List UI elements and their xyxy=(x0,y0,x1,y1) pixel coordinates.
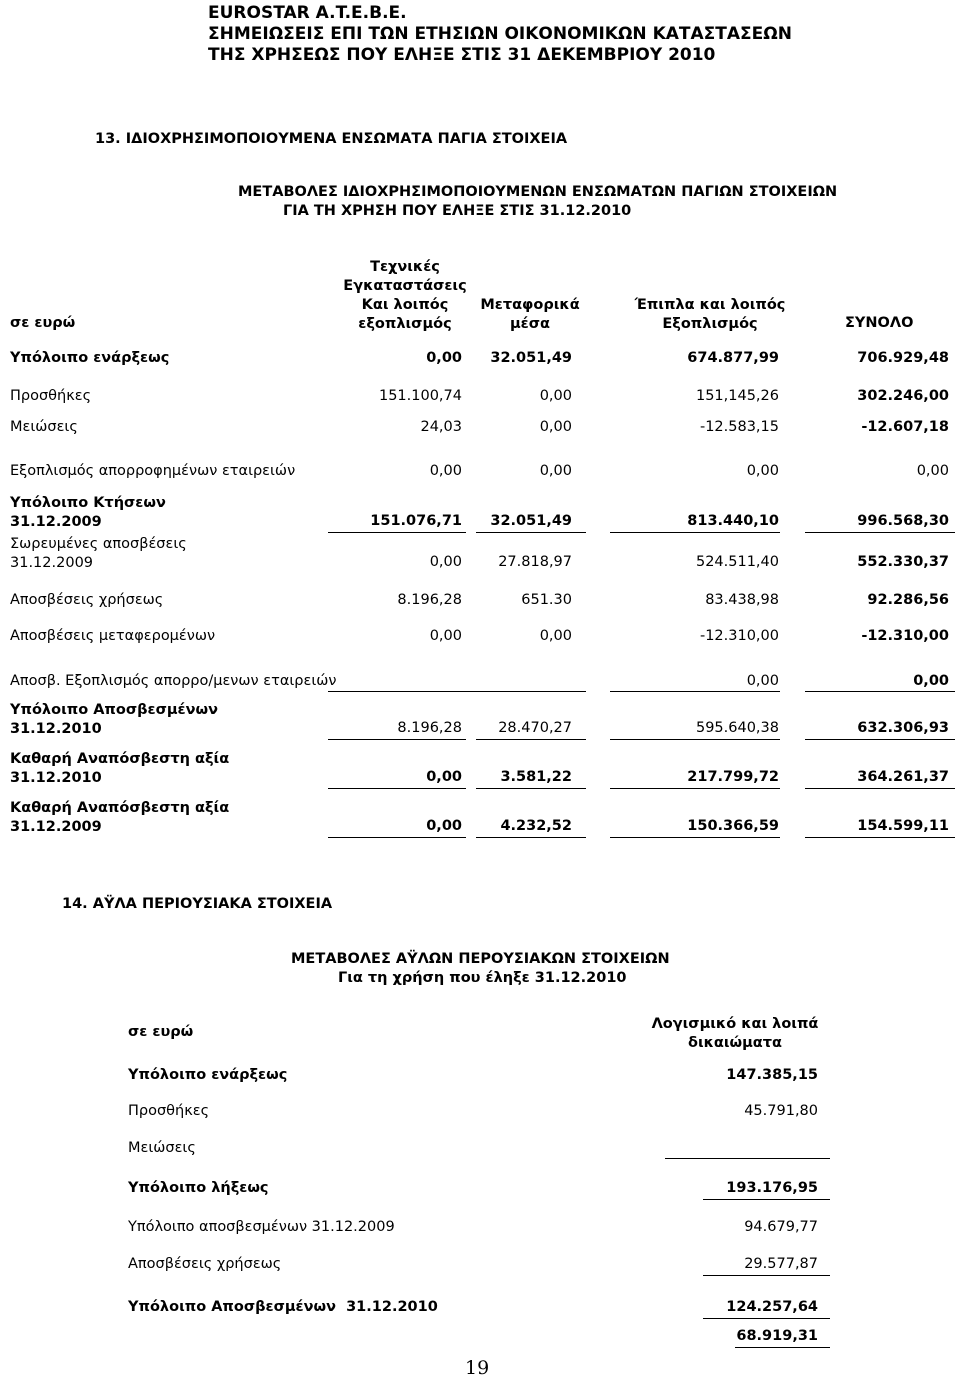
row-label: Προσθήκες xyxy=(10,388,92,404)
row-label: Υπόλοιπο Αποσβεσμένων 31.12.2010 xyxy=(128,1299,438,1315)
row-label: Υπόλοιπο Κτήσεων 31.12.2009 xyxy=(10,495,166,530)
row-label: Αποσβέσεις μεταφερομένων xyxy=(10,628,216,644)
cell-total: 706.929,48 xyxy=(857,350,949,366)
cell-technical: 8.196,28 xyxy=(397,720,462,736)
cell-total: -12.607,18 xyxy=(861,419,949,435)
cell-furniture: 150.366,59 xyxy=(687,818,779,834)
cell-furniture: 674.877,99 xyxy=(687,350,779,366)
cell-technical: 0,00 xyxy=(426,769,462,785)
cell-total: 632.306,93 xyxy=(857,720,949,736)
underline xyxy=(328,788,466,789)
underline xyxy=(805,837,955,838)
cell-total: 364.261,37 xyxy=(857,769,949,785)
underline xyxy=(805,532,955,533)
underline xyxy=(476,788,586,789)
cell-vehicles: 0,00 xyxy=(539,419,572,435)
cell-total: 92.286,56 xyxy=(867,592,949,608)
row-label: Υπόλοιπο Αποσβεσμένων 31.12.2010 xyxy=(10,702,218,737)
underline xyxy=(805,739,955,740)
row-label: Αποσβέσεις χρήσεως xyxy=(128,1256,282,1272)
report-title: ΣΗΜΕΙΩΣΕΙΣ ΕΠΙ ΤΩΝ ΕΤΗΣΙΩΝ ΟΙΚΟΝΟΜΙΚΩΝ ΚΑΤΑΣΤΑΣΕΩΝ xyxy=(208,24,792,44)
cell-vehicles: 0,00 xyxy=(539,463,572,479)
underline xyxy=(610,739,780,740)
cell-vehicles: 0,00 xyxy=(539,628,572,644)
row-label: Μειώσεις xyxy=(128,1140,196,1156)
cell-vehicles: 651.30 xyxy=(521,592,572,608)
underline xyxy=(476,739,586,740)
cell-total: 154.599,11 xyxy=(857,818,949,834)
cell-total: 0,00 xyxy=(916,463,949,479)
row-label: Υπόλοιπο αποσβεσμένων 31.12.2009 xyxy=(128,1219,395,1235)
cell-vehicles: 27.818,97 xyxy=(498,554,572,570)
cell-furniture: -12.583,15 xyxy=(699,419,779,435)
cell-technical: 8.196,28 xyxy=(397,592,462,608)
column-header-technical: Τεχνικές Εγκαταστάσεις Και λοιπός εξοπλισμός xyxy=(343,259,467,332)
cell-value: 45.791,80 xyxy=(744,1103,818,1119)
underline xyxy=(610,691,780,692)
cell-value: 29.577,87 xyxy=(744,1256,818,1272)
cell-furniture: 151,145,26 xyxy=(695,388,779,404)
underline xyxy=(328,739,466,740)
cell-furniture: 0,00 xyxy=(746,673,779,689)
underline xyxy=(610,837,780,838)
column-header-furniture: Έπιπλα και λοιπός Εξοπλισμός xyxy=(634,297,786,332)
cell-furniture: 217.799,72 xyxy=(687,769,779,785)
underline xyxy=(703,1275,830,1276)
cell-technical: 151.100,74 xyxy=(378,388,462,404)
row-label: Μειώσεις xyxy=(10,419,78,435)
cell-furniture: 0,00 xyxy=(746,463,779,479)
cell-total: 0,00 xyxy=(913,673,949,689)
underline xyxy=(735,1347,830,1348)
cell-technical: 24,03 xyxy=(420,419,462,435)
underline xyxy=(805,788,955,789)
underline xyxy=(610,788,780,789)
cell-furniture: 83.438,98 xyxy=(705,592,779,608)
column-header-vehicles: Μεταφορικά μέσα xyxy=(480,297,580,332)
cell-vehicles: 32.051,49 xyxy=(490,350,572,366)
column-header-total: ΣΥΝΟΛΟ xyxy=(845,315,914,331)
cell-total: 302.246,00 xyxy=(857,388,949,404)
cell-value: 147.385,15 xyxy=(726,1067,818,1083)
cell-technical: 0,00 xyxy=(429,628,462,644)
row-label: Υπόλοιπο ενάρξεως xyxy=(10,350,170,366)
cell-value: 94.679,77 xyxy=(744,1219,818,1235)
cell-technical: 0,00 xyxy=(426,818,462,834)
section-13-period: ΓΙΑ ΤΗ ΧΡΗΣΗ ΠΟΥ ΕΛΗΞΕ ΣΤΙΣ 31.12.2010 xyxy=(283,203,632,219)
underline xyxy=(703,1318,830,1319)
cell-total: 996.568,30 xyxy=(857,513,949,529)
column-header-software: Λογισμικό και λοιπά δικαιώματα xyxy=(651,1016,819,1051)
row-label: Σωρευμένες αποσβέσεις 31.12.2009 xyxy=(10,536,187,571)
cell-technical: 0,00 xyxy=(429,463,462,479)
underline xyxy=(328,837,466,838)
cell-furniture: 813.440,10 xyxy=(687,513,779,529)
section-14-period: Για τη χρήση που έληξε 31.12.2010 xyxy=(338,970,627,986)
underline xyxy=(328,691,586,692)
section-14-heading: 14. ΑΫΛΑ ΠΕΡΙΟΥΣΙΑΚΑ ΣΤΟΙΧΕΙΑ xyxy=(62,896,333,912)
cell-vehicles: 3.581,22 xyxy=(500,769,572,785)
cell-total: -12.310,00 xyxy=(861,628,949,644)
row-label: Εξοπλισμός απορροφημένων εταιρειών xyxy=(10,463,296,479)
report-period: ΤΗΣ ΧΡΗΣΕΩΣ ΠΟΥ ΕΛΗΞΕ ΣΤΙΣ 31 ΔΕΚΕΜΒΡΙΟΥ 2010 xyxy=(208,45,716,65)
row-label: Καθαρή Αναπόσβεστη αξία 31.12.2010 xyxy=(10,751,230,786)
underline xyxy=(476,532,586,533)
page-number: 19 xyxy=(465,1357,490,1379)
row-label: Προσθήκες xyxy=(128,1103,210,1119)
cell-vehicles: 32.051,49 xyxy=(490,513,572,529)
underline xyxy=(703,1199,830,1200)
cell-value: 124.257,64 xyxy=(726,1299,818,1315)
underline xyxy=(476,837,586,838)
cell-vehicles: 0,00 xyxy=(539,388,572,404)
underline xyxy=(665,1158,830,1159)
cell-value: 68.919,31 xyxy=(736,1328,818,1344)
row-label: Αποσβ. Εξοπλισμός απορρο/μενων εταιρειών xyxy=(10,673,337,689)
cell-furniture: -12.310,00 xyxy=(699,628,779,644)
column-unit: σε ευρώ xyxy=(10,315,76,331)
row-label: Αποσβέσεις χρήσεως xyxy=(10,592,164,608)
cell-vehicles: 4.232,52 xyxy=(500,818,572,834)
underline xyxy=(610,532,780,533)
row-label: Καθαρή Αναπόσβεστη αξία 31.12.2009 xyxy=(10,800,230,835)
section-13-subtitle: ΜΕΤΑΒΟΛΕΣ ΙΔΙΟΧΡΗΣΙΜΟΠΟΙΟΥΜΕΝΩΝ ΕΝΣΩΜΑΤΩΝ ΠΑΓΙΩΝ ΣΤΟΙΧΕΙΩΝ xyxy=(238,184,838,200)
section-13-heading: 13. ΙΔΙΟΧΡΗΣΙΜΟΠΟΙΟΥΜΕΝΑ ΕΝΣΩΜΑΤΑ ΠΑΓΙΑ ΣΤΟΙΧΕΙΑ xyxy=(95,131,568,147)
column-unit: σε ευρώ xyxy=(128,1024,194,1040)
underline xyxy=(328,532,466,533)
cell-vehicles: 28.470,27 xyxy=(498,720,572,736)
cell-furniture: 595.640,38 xyxy=(695,720,779,736)
cell-value: 193.176,95 xyxy=(726,1180,818,1196)
cell-furniture: 524.511,40 xyxy=(695,554,779,570)
cell-technical: 151.076,71 xyxy=(370,513,462,529)
row-label: Υπόλοιπο λήξεως xyxy=(128,1180,269,1196)
cell-total: 552.330,37 xyxy=(857,554,949,570)
company-name: EUROSTAR A.T.E.B.E. xyxy=(208,3,407,23)
section-14-subtitle: ΜΕΤΑΒΟΛΕΣ ΑΫΛΩΝ ΠΕΡΟΥΣΙΑΚΩΝ ΣΤΟΙΧΕΙΩΝ xyxy=(291,951,670,967)
cell-technical: 0,00 xyxy=(429,554,462,570)
cell-technical: 0,00 xyxy=(426,350,462,366)
row-label: Υπόλοιπο ενάρξεως xyxy=(128,1067,288,1083)
underline xyxy=(805,691,955,692)
